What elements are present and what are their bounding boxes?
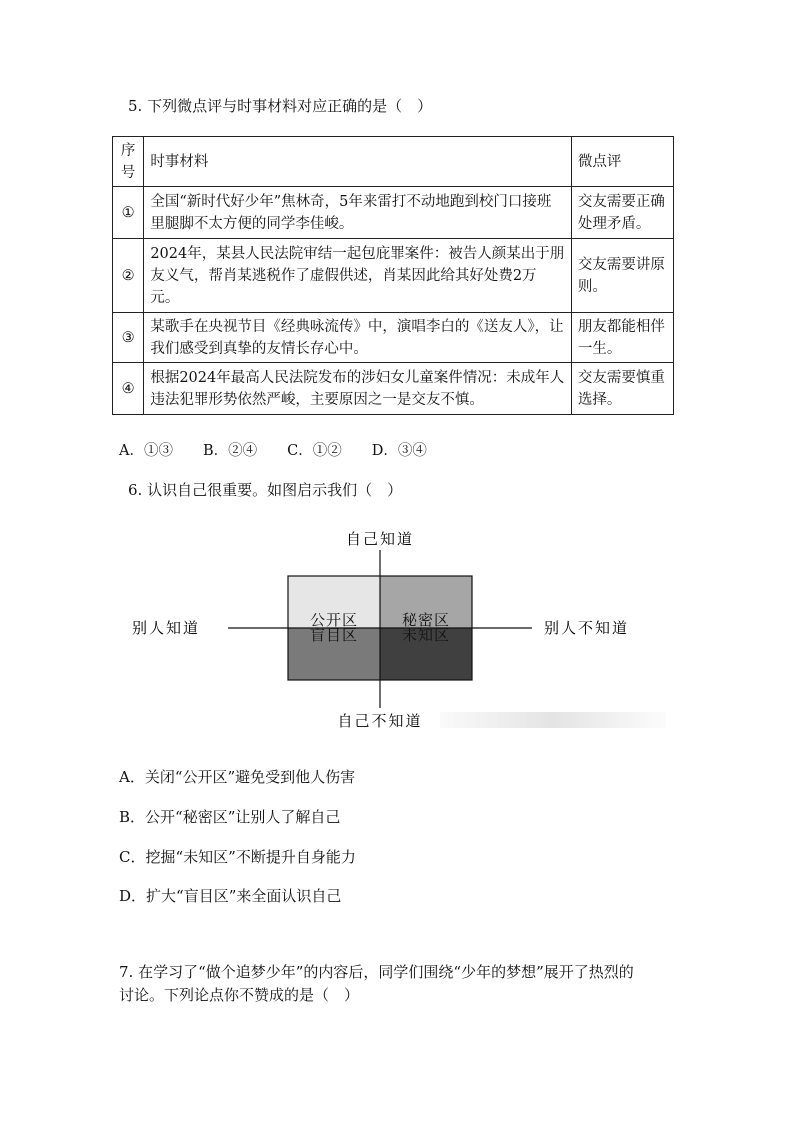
row-material: 根据2024年最高人民法院发布的涉妇女儿童案件情况：未成年人违法犯罪形势依然严峻，主要原因之一是交友不慎。 bbox=[144, 363, 572, 415]
option-c[interactable]: C．①② bbox=[287, 443, 342, 459]
label-open-area: 公开区 bbox=[309, 611, 359, 629]
row-number: ③ bbox=[113, 313, 144, 363]
label-unknown-area: 未知区 bbox=[401, 626, 451, 644]
table-header-row bbox=[113, 137, 674, 187]
header-number: 序号 bbox=[113, 137, 144, 187]
scan-smudge bbox=[440, 712, 666, 728]
table-row bbox=[113, 313, 674, 363]
table-row bbox=[113, 187, 674, 239]
header-comment: 微点评 bbox=[571, 137, 673, 187]
question-7-stem-line2: 讨论。下列论点你不赞成的是（ ） bbox=[119, 986, 360, 1004]
johari-window-diagram bbox=[128, 526, 668, 738]
row-number: ④ bbox=[113, 363, 144, 415]
option-b[interactable]: B．公开“秘密区”让别人了解自己 bbox=[119, 808, 341, 826]
option-a[interactable]: A．①③ bbox=[119, 443, 173, 459]
option-d[interactable]: D．扩大“盲目区”来全面认识自己 bbox=[119, 887, 342, 905]
question-6-stem: 6. 认识自己很重要。如图启示我们（ ） bbox=[128, 481, 403, 499]
question-5-stem: 5. 下列微点评与时事材料对应正确的是（ ） bbox=[128, 97, 433, 115]
option-d[interactable]: D．③④ bbox=[371, 443, 427, 459]
row-material: 2024年，某县人民法院审结一起包庇罪案件：被告人颜某出于朋友义气，帮肖某逃税作了虚假供述，肖某因此给其好处费2万元。 bbox=[144, 239, 572, 313]
row-material: 全国“新时代好少年”焦林奇，5年来雷打不动地跑到校门口接班里腿脚不太方便的同学李佳峻。 bbox=[144, 187, 572, 239]
row-material: 某歌手在央视节目《经典咏流传》中，演唱李白的《送友人》，让我们感受到真挚的友情长存心中。 bbox=[144, 313, 572, 363]
label-secret-area: 秘密区 bbox=[401, 611, 451, 629]
table-row bbox=[113, 363, 674, 415]
row-number: ① bbox=[113, 187, 144, 239]
row-comment: 交友需要正确处理矛盾。 bbox=[571, 187, 673, 239]
option-c[interactable]: C．挖掘“未知区”不断提升自身能力 bbox=[119, 848, 356, 866]
option-a[interactable]: A．关闭“公开区”避免受到他人伤害 bbox=[119, 768, 356, 786]
question-7-stem-line1: 7. 在学习了“做个追梦少年”的内容后，同学们围绕“少年的梦想”展开了热烈的 bbox=[119, 963, 634, 981]
question-5-options bbox=[119, 439, 427, 460]
label-self-know: 自己知道 bbox=[345, 530, 415, 548]
label-others-know: 别人知道 bbox=[132, 619, 201, 637]
row-number: ② bbox=[113, 239, 144, 313]
row-comment: 交友需要慎重选择。 bbox=[571, 363, 673, 415]
label-blind-area: 盲目区 bbox=[309, 626, 359, 644]
row-comment: 朋友都能相伴一生。 bbox=[571, 313, 673, 363]
header-material: 时事材料 bbox=[144, 137, 572, 187]
news-comment-table bbox=[112, 136, 674, 415]
option-b[interactable]: B．②④ bbox=[202, 443, 258, 459]
row-comment: 交友需要讲原则。 bbox=[571, 239, 673, 313]
label-self-not-know: 自己不知道 bbox=[337, 712, 423, 730]
table-row bbox=[113, 239, 674, 313]
label-others-not-know: 别人不知道 bbox=[544, 619, 630, 637]
